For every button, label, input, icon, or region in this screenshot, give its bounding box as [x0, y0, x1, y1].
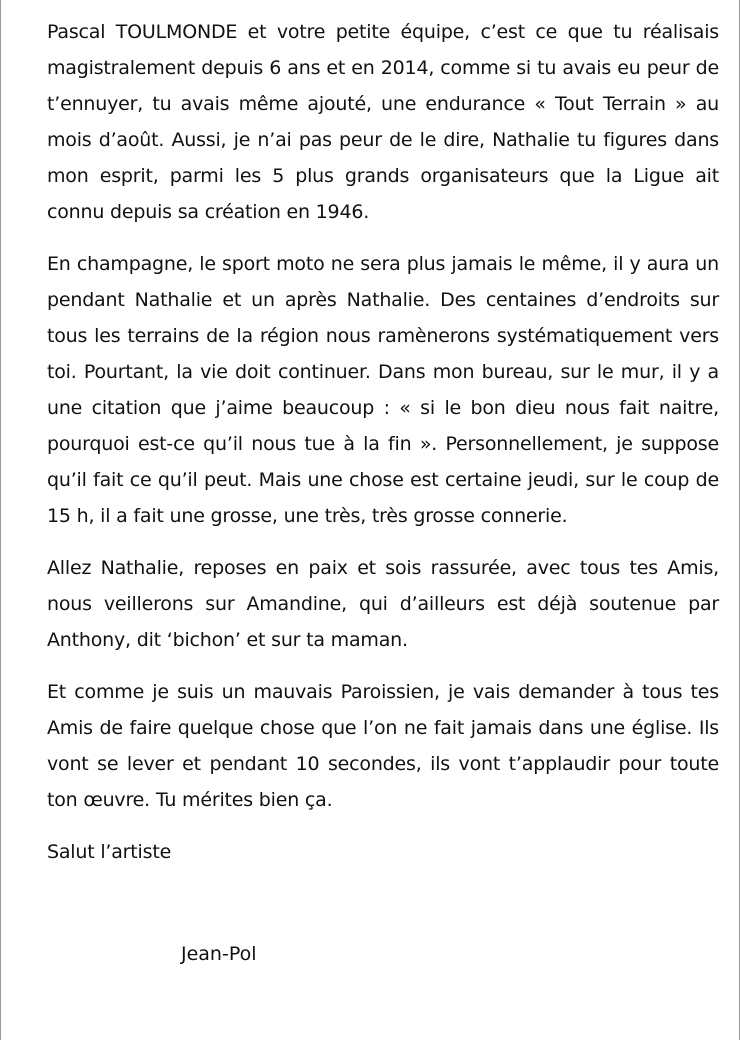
signature: Jean-Pol [181, 943, 257, 965]
paragraph-farewell: Allez Nathalie, reposes en paix et sois rassurée, avec tous tes Amis, nous veillerons sur Amandine, qui d’ailleurs est déjà soutenue par Anthony, dit ‘bichon’ et sur ta maman. [47, 557, 719, 651]
closing-line: Salut l’artiste [47, 841, 172, 863]
paragraph-intro: Pascal TOULMONDE et votre petite équipe, c’est ce que tu réalisais magistralement depuis 6 ans et en 2014, comme si tu avais eu peur de t’ennuyer, tu avais même ajouté, une endurance « Tout Terrain » au mois d’août. Aussi, je n’ai pas peur de le dire, Nathalie tu figures dans mon esprit, parmi les 5 plus grands organisateurs que la Ligue ait connu depuis sa création en 1946. [47, 21, 719, 223]
paragraph-applause: Et comme je suis un mauvais Paroissien, je vais demander à tous tes Amis de faire quelque chose que l’on ne fait jamais dans une église. Ils vont se lever et pendant 10 secondes, ils vont t’applaudir pour toute ton œuvre. Tu mérites bien ça. [47, 681, 719, 811]
paragraph-champagne: En champagne, le sport moto ne sera plus jamais le même, il y aura un pendant Nathalie et un après Nathalie. Des centaines d’endroits sur tous les terrains de la région nous ramènerons systématiquement vers toi. Pourtant, la vie doit continuer. Dans mon bureau, sur le mur, il y a une citation que j’aime beaucoup : « si le bon dieu nous fait naitre, pourquoi est-ce qu’il nous tue à la fin ». Personnellement, je suppose qu’il fait ce qu’il peut. Mais une chose est certaine jeudi, sur le coup de 15 h, il a fait une grosse, une très, très grosse connerie. [47, 253, 719, 527]
letter-body [47, 14, 719, 870]
